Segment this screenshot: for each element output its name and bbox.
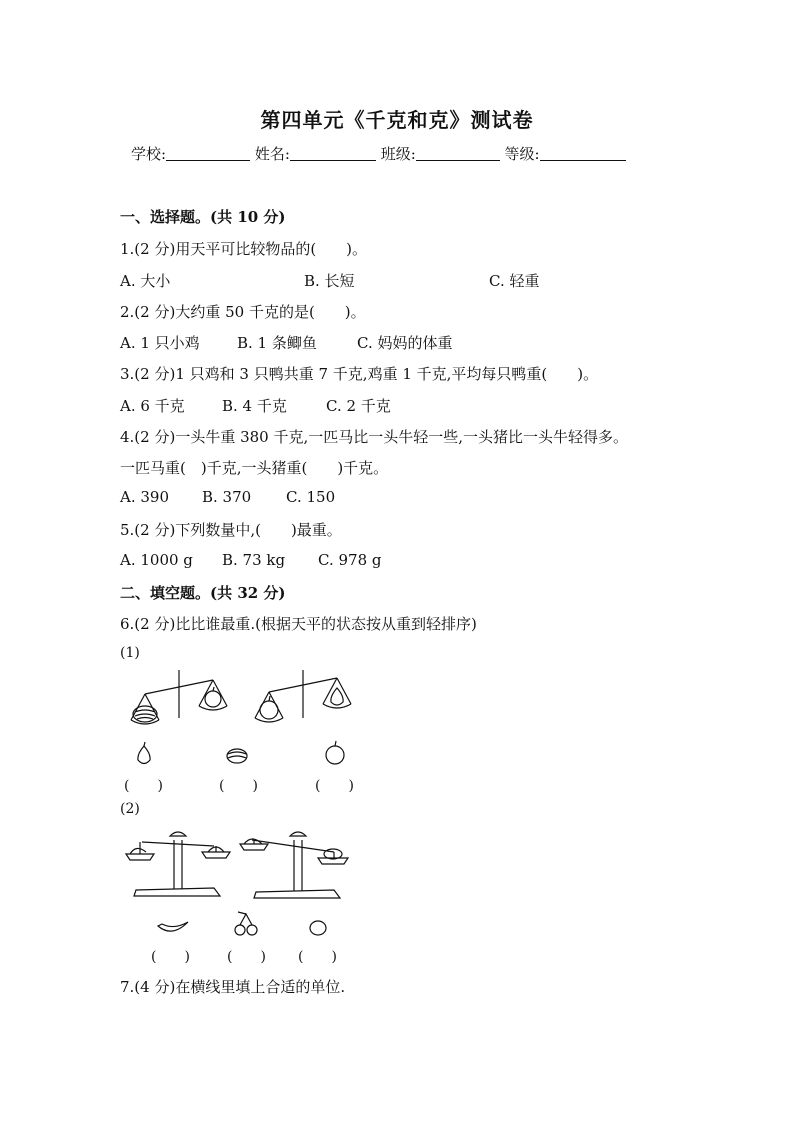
- q6-part2-blank-3[interactable]: ( ): [298, 949, 337, 965]
- balance-1-left-pan: [126, 854, 154, 860]
- question-2-option-c[interactable]: C. 妈妈的体重: [357, 334, 453, 352]
- banana-icon: [158, 922, 188, 931]
- question-4-option-b[interactable]: B. 370: [202, 488, 252, 506]
- question-5-option-a[interactable]: A. 1000 g: [120, 551, 193, 569]
- q6-part1-blank-3[interactable]: ( ): [315, 778, 354, 794]
- balance-1-base: [134, 888, 220, 896]
- question-5-option-c[interactable]: C. 978 g: [318, 551, 382, 569]
- q6-part1-blank-2[interactable]: ( ): [219, 778, 258, 794]
- cherry-icon: [235, 925, 245, 935]
- question-5-option-b[interactable]: B. 73 kg: [222, 551, 286, 569]
- grade-label: 等级:: [504, 145, 540, 163]
- question-6-part-1-label: (1): [120, 645, 140, 661]
- balance-2-left-pan: [240, 844, 268, 850]
- balance-2-knob: [290, 832, 306, 836]
- tomato-icon: [310, 921, 326, 935]
- balance-1-knob: [170, 832, 186, 836]
- balance-1-beam: [142, 842, 214, 846]
- question-2-option-b[interactable]: B. 1 条鲫鱼: [237, 334, 317, 352]
- question-6-stem: 6.(2 分)比比谁最重.(根据天平的状态按从重到轻排序): [120, 615, 477, 633]
- q6-part1-blank-1[interactable]: ( ): [124, 778, 163, 794]
- name-blank[interactable]: [290, 160, 376, 161]
- pear-icon: [138, 746, 150, 764]
- hanging-balances-illustration: [125, 668, 365, 776]
- question-4-option-c[interactable]: C. 150: [286, 488, 336, 506]
- question-3-stem: 3.(2 分)1 只鸡和 3 只鸭共重 7 千克,鸡重 1 千克,平均每只鸭重( )。: [120, 365, 599, 383]
- q6-part2-blank-2[interactable]: ( ): [227, 949, 266, 965]
- question-6-part-2-label: (2): [120, 801, 140, 817]
- question-2-stem: 2.(2 分)大约重 50 千克的是( )。: [120, 303, 366, 321]
- balance-2-base: [254, 890, 340, 898]
- question-4-stem-line-1: 4.(2 分)一头牛重 380 千克,一匹马比一头牛轻一些,一头猪比一头牛轻得多。: [120, 428, 629, 446]
- school-label: 学校:: [131, 145, 167, 163]
- student-info-line: [131, 143, 626, 164]
- class-blank[interactable]: [416, 160, 500, 161]
- question-2-option-a[interactable]: A. 1 只小鸡: [120, 334, 200, 352]
- class-label: 班级:: [380, 145, 416, 163]
- banana-in-pan: [130, 848, 146, 854]
- question-3-option-b[interactable]: B. 4 千克: [222, 397, 287, 415]
- section-heading-fill: 二、填空题。(共 32 分): [120, 584, 286, 602]
- balance-1-right-pan: [202, 852, 230, 858]
- apple-in-pan: [260, 701, 278, 719]
- question-1-option-b[interactable]: B. 长短: [304, 272, 355, 290]
- question-1-stem: 1.(2 分)用天平可比较物品的( )。: [120, 240, 368, 258]
- standing-balances-illustration: [122, 826, 362, 946]
- section-heading-choice: 一、选择题。(共 10 分): [120, 208, 286, 226]
- page-title: 第四单元《千克和克》测试卷: [260, 108, 534, 132]
- name-label: 姓名:: [254, 145, 290, 163]
- pear-in-pan: [331, 688, 343, 705]
- question-4-option-a[interactable]: A. 390: [120, 488, 169, 506]
- grade-blank[interactable]: [540, 160, 626, 161]
- question-3-option-c[interactable]: C. 2 千克: [326, 397, 391, 415]
- school-blank[interactable]: [166, 160, 250, 161]
- apple-icon: [326, 746, 344, 764]
- apple-in-pan: [205, 691, 221, 707]
- q6-part2-blank-1[interactable]: ( ): [151, 949, 190, 965]
- question-1-option-c[interactable]: C. 轻重: [489, 272, 540, 290]
- question-1-option-a[interactable]: A. 大小: [120, 272, 171, 290]
- question-7-stem: 7.(4 分)在横线里填上合适的单位.: [120, 978, 346, 996]
- question-5-stem: 5.(2 分)下列数量中,( )最重。: [120, 521, 342, 539]
- question-3-option-a[interactable]: A. 6 千克: [120, 397, 185, 415]
- question-4-stem-line-2: 一匹马重( )千克,一头猪重( )千克。: [120, 459, 389, 477]
